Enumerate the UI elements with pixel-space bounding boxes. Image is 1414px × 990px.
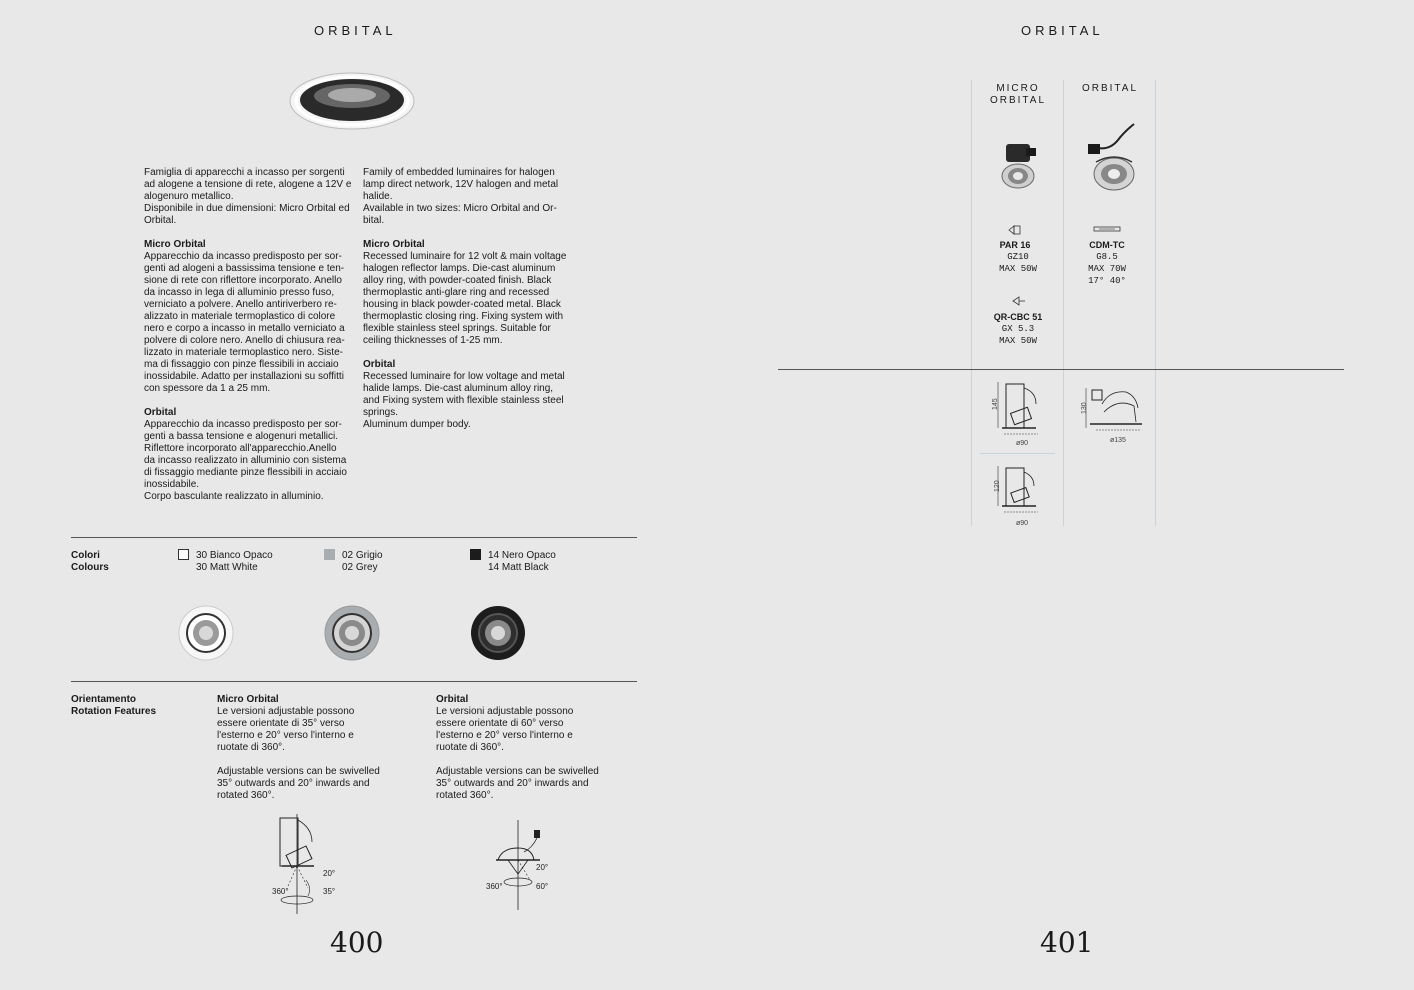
lamp-cdmtc-name: CDM-TC xyxy=(1089,240,1125,250)
divider xyxy=(980,453,1055,454)
divider xyxy=(778,369,1344,370)
dim2-height: 120 xyxy=(994,480,1001,492)
lamp-par16-spec: GZ10 MAX 50W xyxy=(999,252,1037,274)
white-finish-image xyxy=(178,605,234,661)
micro-orbital-dimension-drawing-1 xyxy=(986,378,1056,450)
micro-angle-360: 360° xyxy=(272,887,289,896)
micro-orbital-column-title: MICRO ORBITAL xyxy=(989,83,1047,106)
colours-label: Colori Colours xyxy=(71,550,109,573)
column-rule xyxy=(971,80,972,526)
divider xyxy=(71,681,637,682)
swatch-black xyxy=(470,549,481,560)
orbital-column-title: ORBITAL xyxy=(1081,83,1139,94)
rotation-micro-text: Le versioni adjustable possono essere orientate di 35° verso l'esterno e 20° verso l'interno e ruotate di 360°. Adjustable versions can be swivelled 35° outwards and 20° inwards and rotated 360°. xyxy=(217,706,380,801)
orbital-text-english: Recessed luminaire for low voltage and metal halide lamps. Die-cast aluminum alloy ring, and Fixing system with flexible stainless steel springs. Aluminum dumper body. xyxy=(363,371,565,430)
micro-orbital-dimension-drawing-2 xyxy=(986,462,1056,530)
orbital-dimension-drawing xyxy=(1074,384,1146,446)
orbital-angle-60: 60° xyxy=(536,882,549,891)
left-page-title: ORBITAL xyxy=(314,23,397,38)
micro-heading-english: Micro Orbital xyxy=(363,239,425,250)
micro-text-italian: Apparecchio da incasso predisposto per sor- genti ad alogeni a bassissima tensione e ten- sione di rete con riflettore incorporato. Anello da incasso in lega di alluminio presso fuso, verniciato a polvere. Anello antiriverbero re- alizzato in materiale termoplastico di colore nero e corpo a incasso in metallo verniciato a polvere di colore nero. Anello di chiusura rea- lizzato in materiale termoplastico nero. Siste- ma di fissaggio con pinze flessibili in acciaio inossidabile. Adatto per installazioni su soffitti con spessore da 1 a 25 mm. xyxy=(144,251,345,394)
black-finish-image xyxy=(470,605,526,661)
par16-lamp-icon xyxy=(1008,224,1022,236)
lamp-qrcbc51-name: QR-CBC 51 xyxy=(993,312,1043,322)
micro-rotation-diagram xyxy=(268,812,348,918)
dim2-diameter: ø90 xyxy=(1016,520,1029,527)
micro-text-english: Recessed luminaire for 12 volt & main voltage halogen reflector lamps. Die-cast aluminum alloy ring, with powder-coated finish. Black thermoplastic anti-glare ring and recessed housing in black powder-coated metal. Black thermoplastic closing ring. Fixing system with flexible stainless steel springs. Suitable for ceiling thicknesses of 1-25 mm. xyxy=(363,251,567,346)
cdmtc-lamp-icon xyxy=(1093,225,1123,233)
orbital-product-image xyxy=(288,70,416,132)
rotation-label: Orientamento Rotation Features xyxy=(71,694,157,717)
rotation-micro xyxy=(217,694,417,802)
intro-italian: Famiglia di apparecchi a incasso per sorgenti ad alogene a tensione di rete, alogene a 12V e alogenuro metallico. Disponibile in due dimensioni: Micro Orbital ed Orbital. xyxy=(144,167,352,226)
rotation-orbital-heading: Orbital xyxy=(436,694,469,705)
micro-heading-italian: Micro Orbital xyxy=(144,239,206,250)
dim1-diameter: ø90 xyxy=(1016,440,1029,447)
grey-finish-image xyxy=(324,605,380,661)
page-number-left: 400 xyxy=(330,926,384,959)
colour-grey-label: 02 Grigio 02 Grey xyxy=(342,550,383,573)
orbital-rotation-diagram xyxy=(484,818,554,912)
orbital-text-italian: Apparecchio da incasso predisposto per sor- genti a bassa tensione e alogenuri metallici. Riflettore incorporato all'apparecchio.Anello da incasso realizzato in alluminio con sistema di fissaggio mediante pinze flessibili in acciaio inossidabile. Corpo basculante realizzato in alluminio. xyxy=(144,419,347,502)
english-description xyxy=(363,167,573,431)
colour-white-label: 30 Bianco Opaco 30 Matt White xyxy=(196,550,273,573)
rotation-orbital-text: Le versioni adjustable possono essere orientate di 60° verso l'esterno e 20° verso l'interno e ruotate di 360°. Adjustable versions can be swivelled 35° outwards and 20° inwards and rotated 360°. xyxy=(436,706,599,801)
swatch-white xyxy=(178,549,189,560)
micro-angle-35: 35° xyxy=(323,887,336,896)
dim3-height: 130 xyxy=(1081,402,1088,414)
lamp-qrcbc51-spec: GX 5.3 MAX 50W xyxy=(999,324,1037,346)
orbital-heading-english: Orbital xyxy=(363,359,396,370)
right-page-title: ORBITAL xyxy=(1021,23,1104,38)
rotation-micro-heading: Micro Orbital xyxy=(217,694,279,705)
dim1-height: 145 xyxy=(992,398,999,410)
rotation-orbital xyxy=(436,694,636,802)
italian-description xyxy=(144,167,354,503)
column-rule xyxy=(1063,80,1064,526)
micro-angle-20: 20° xyxy=(323,869,336,878)
orbital-angle-20: 20° xyxy=(536,863,549,872)
orbital-heading-italian: Orbital xyxy=(144,407,177,418)
orbital-angle-360: 360° xyxy=(486,882,503,891)
qrcbc51-lamp-icon xyxy=(1012,295,1026,307)
lamp-cdmtc-spec: G8.5 MAX 70W 17° 40° xyxy=(1088,252,1126,286)
page-number-right: 401 xyxy=(1040,926,1094,959)
swatch-grey xyxy=(324,549,335,560)
lamp-par16-name: PAR 16 xyxy=(999,240,1031,250)
intro-english: Family of embedded luminaires for halogen lamp direct network, 12V halogen and metal halide. Available in two sizes: Micro Orbital and Or- bital. xyxy=(363,167,559,226)
divider xyxy=(71,537,637,538)
column-rule xyxy=(1155,80,1156,526)
orbital-product-image-right xyxy=(1084,122,1140,194)
dim3-diameter: ø135 xyxy=(1110,437,1126,444)
micro-orbital-product-image xyxy=(998,140,1040,192)
colour-black-label: 14 Nero Opaco 14 Matt Black xyxy=(488,550,556,573)
